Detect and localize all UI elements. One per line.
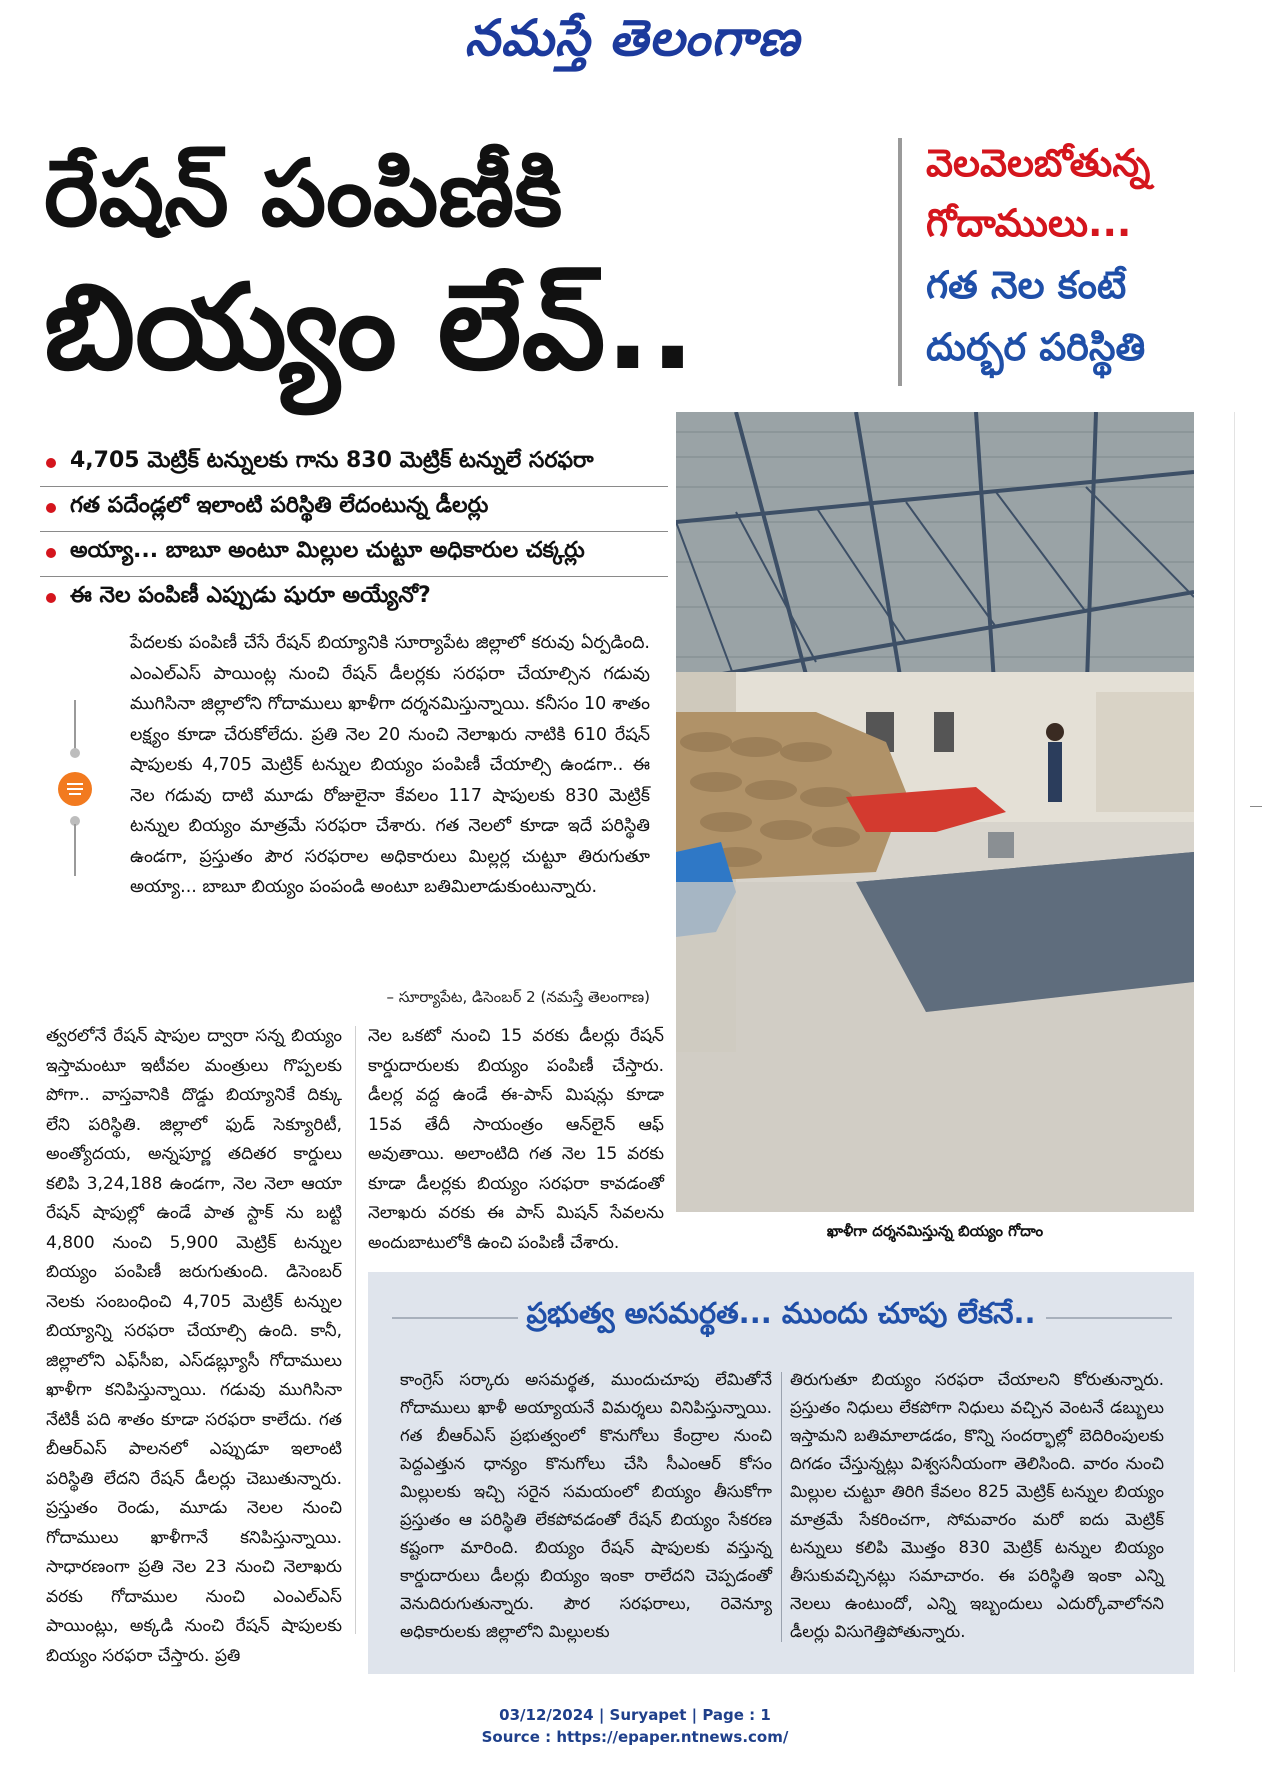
photo-caption: ఖాళీగా దర్శనమిస్తున్న బియ్యం గోదాం: [826, 1222, 1044, 1240]
sidebar-box-title: ప్రభుత్వ అసమర్థత... ముందు చూపు లేకనే..: [526, 1296, 1036, 1330]
kicker-line-4: దుర్భర పరిస్థితి: [926, 325, 1146, 369]
intro-rule-bottom: [74, 824, 76, 876]
bullet-item: [40, 487, 668, 532]
intro-paragraph: పేదలకు పంపిణీ చేసే రేషన్ బియ్యానికి సూర్యాపేట జిల్లాలో కరువు ఏర్పడింది. ఎంఎల్ఎస్ పాయింట్ల నుంచి రేషన్ డీలర్లకు సరఫరా చేయాల్సిన గడువు ముగిసినా జిల్లాలోని గోదాములు ఖాళీగా దర్శనమిస్తున్నాయి. కనీసం 10 శాతం లక్ష్యం కూడా చేరుకోలేదు. ప్రతి నెల 20 నుంచి నెలాఖరు నాటికి 610 రేషన్ షాపులకు 4,705 మెట్రిక్ టన్నుల బియ్యం పంపిణీ చేయాల్సి ఉండగా.. ఈ నెల గడువు దాటి మూడు రోజులైనా కేవలం 117 షాపులకు 830 మెట్రిక్ టన్నుల బియ్యం మాత్రమే సరఫరా చేశారు. గత నెలలో కూడా ఇదే పరిస్థితి ఉండగా, ప్రస్తుతం పౌర సరఫరాల అధికారులు మిల్లర్ల చుట్టూ తిరుగుతూ అయ్యా... బాబూ బియ్యం పంపండి అంటూ బతిమిలాడుకుంటున్నారు.: [130, 633, 650, 897]
highlight-bullets: [40, 442, 668, 621]
bullet-text: అయ్యా... బాబూ అంటూ మిల్లుల చుట్టూ అధికారుల చక్కర్లు: [70, 538, 585, 563]
headline-line-2: బియ్యం లేవ్..: [44, 258, 695, 396]
sidebar-box-column-1: కాంగ్రెస్ సర్కారు అసమర్థత, ముందుచూపు లేమితోనే గోదాములు ఖాళీ అయ్యాయనే విమర్శలు వినిపిస్తున్నాయి. గత బీఆర్ఎస్ ప్రభుత్వంలో కొనుగోలు కేంద్రాల నుంచి పెద్దఎత్తున ధాన్యం కొనుగోలు చేసి సీఎంఆర్ కోసం మిల్లులకు ఇచ్చి సరైన సమయంలో బియ్యం తీసుకోగా ప్రస్తుతం ఆ పరిస్థితి లేకపోవడంతో రేషన్ బియ్యం సేకరణ కష్టంగా మారింది. బియ్యం రేషన్ షాపులకు వస్తున్న కార్డుదారులు డీలర్లు బియ్యం ఇంకా రాలేదని చెప్పడంతో వెనుదిరుగుతున్నారు. పౌర సరఫరాలు, రెవెన్యూ అధికారులకు జిల్లాలోని మిల్లులకు: [400, 1370, 772, 1641]
footer-source-link[interactable]: Source : https://epaper.ntnews.com/: [481, 1728, 789, 1746]
bullet-text: ఈ నెల పంపిణీ ఎప్పుడు షురూ అయ్యేనో?: [70, 583, 431, 608]
body-column-2: నెల ఒకటో నుంచి 15 వరకు డీలర్లు రేషన్ కార్డుదారులకు బియ్యం పంపిణీ చేస్తారు. డీలర్ల వద్ద ఉండే ఈ-పాస్ మిషన్లు కూడా 15వ తేదీ సాయంత్రం ఆన్‌లైన్ ఆఫ్ అవుతాయి. అలాంటిది గత నెల 15 వరకు కూడా డీలర్లకు బియ్యం సరఫరా కావడంతో నెలాఖరు వరకు ఈ పాస్ మిషన్ సేవలను అందుబాటులోకి ఉంచి పంపిణీ చేశారు.: [368, 1026, 664, 1253]
warehouse-photo: [676, 412, 1194, 1212]
bullet-dot: [46, 503, 56, 513]
bullet-text: 4,705 మెట్రిక్ టన్నులకు గాను 830 మెట్రిక్ టన్నులే సరఫరా: [70, 448, 594, 473]
page-right-rule: [1234, 412, 1235, 1672]
intro-rule-dot-top: [70, 748, 80, 758]
bullet-item: [40, 442, 668, 487]
intro-rule-top: [74, 700, 76, 752]
sidebar-box-column-2: తిరుగుతూ బియ్యం సరఫరా చేయాలని కోరుతున్నారు. ప్రస్తుతం నిధులు లేకపోగా నిధులు వచ్చిన వెంటనే డబ్బులు ఇస్తామని బతిమాలాడడం, కొన్ని సందర్భాల్లో బెదిరింపులకు దిగడం చేస్తున్నట్లు విశ్వసనీయంగా తెలిసింది. వారం నుంచి మిల్లుల చుట్టూ తిరిగి కేవలం 825 మెట్రిక్ టన్నుల బియ్యం మాత్రమే సేకరించగా, సోమవారం మరో ఐదు మెట్రిక్ టన్నులు కలిపి మొత్తం 830 మెట్రిక్ టన్నుల బియ్యం తీసుకువచ్చినట్లు సమాచారం. ఈ పరిస్థితి ఇంకా ఎన్ని నెలలు ఉంటుందో, ఎన్ని ఇబ్బందులు ఎదుర్కోవాలోనని డీలర్లు విసుగెత్తిపోతున్నారు.: [790, 1370, 1164, 1641]
dateline: – సూర్యాపేట, డిసెంబర్ 2 (నమస్తే తెలంగాణ): [386, 988, 650, 1006]
masthead-logo: నమస్తే తెలంగాణ: [462, 8, 811, 67]
bullet-dot: [46, 548, 56, 558]
footer-edition-info: 03/12/2024 | Suryapet | Page : 1: [499, 1706, 771, 1724]
bullet-item: [40, 532, 668, 577]
kicker-divider: [898, 138, 902, 386]
kicker-line-1: వెలవెలబోతున్న: [926, 141, 1151, 185]
bullet-dot: [46, 458, 56, 468]
headline-line-1: రేషన్ పంపిణీకి: [44, 140, 563, 247]
kicker-line-2: గోదాములు...: [926, 201, 1132, 245]
sidebar-box-divider: [781, 1372, 782, 1642]
kicker-line-3: గత నెల కంటే: [926, 263, 1127, 307]
page-right-tick: [1250, 806, 1262, 807]
bullet-text: గత పదేండ్లలో ఇలాంటి పరిస్థితి లేదంటున్న డీలర్లు: [70, 493, 489, 518]
note-icon: [58, 772, 92, 806]
body-column-1: త్వరలోనే రేషన్ షాపుల ద్వారా సన్న బియ్యం ఇస్తామంటూ ఇటీవల మంత్రులు గొప్పలకు పోగా.. వాస్తవానికి దొడ్డు బియ్యానికే దిక్కు లేని పరిస్థితి. జిల్లాలో ఫుడ్ సెక్యూరిటీ, అంత్యోదయ, అన్నపూర్ణ తదితర కార్డులు కలిపి 3,24,188 ఉండగా, నెల నెలా ఆయా రేషన్ షాపుల్లో ఉండే పాత స్టాక్ ను బట్టి 4,800 నుంచి 5,900 మెట్రిక్ టన్నుల బియ్యం పంపిణీ జరుగుతుంది. డిసెంబర్ నెలకు సంబంధించి 4,705 మెట్రిక్ టన్నుల బియ్యాన్ని సరఫరా చేయాల్సి ఉంది. కానీ, జిల్లాలోని ఎఫ్‌సీఐ, ఎస్‌డబ్ల్యూసీ గోదాములు ఖాళీగా కనిపిస్తున్నాయి. గడువు ముగిసినా నేటికీ పది శాతం కూడా సరఫరా కాలేదు. గత బీఆర్ఎస్ పాలనలో ఎప్పుడూ ఇలాంటి పరిస్థితి లేదని రేషన్ డీలర్లు చెబుతున్నారు. ప్రస్తుతం రెండు, మూడు నెలల నుంచి గోదాములు ఖాళీగానే కనిపిస్తున్నాయి. సాధారణంగా ప్రతి నెల 23 నుంచి నెలాఖరు వరకు గోదాముల నుంచి ఎంఎల్ఎస్ పాయింట్లు, అక్కడి నుంచి రేషన్ షాపులకు బియ్యం సరఫరా చేస్తారు. ప్రతి: [46, 1026, 342, 1666]
bullet-item: [40, 577, 668, 621]
column-divider: [355, 1026, 356, 1634]
bullet-dot: [46, 593, 56, 603]
